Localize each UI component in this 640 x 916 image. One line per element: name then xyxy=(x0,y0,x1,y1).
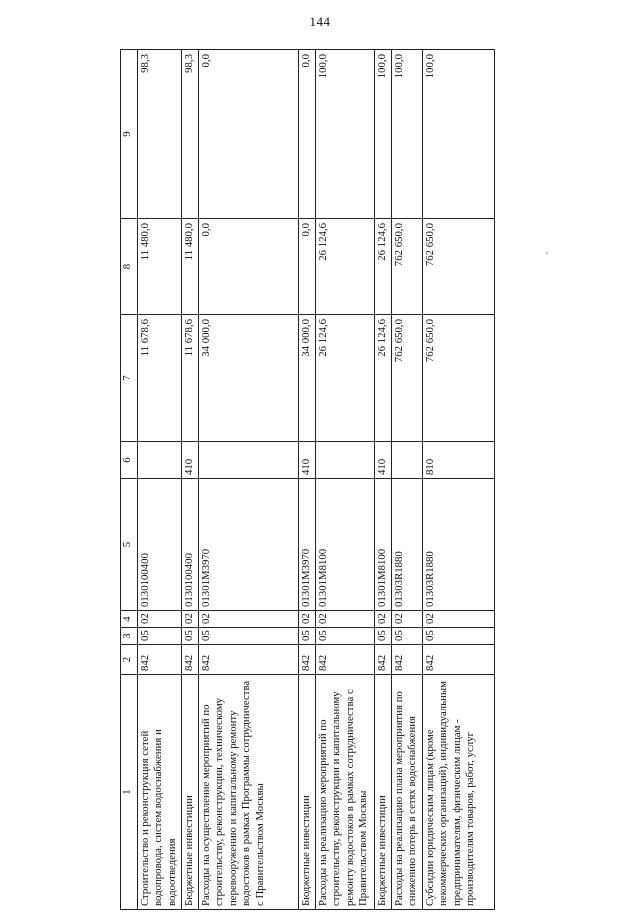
column-header: 3 xyxy=(121,628,138,645)
cell-section: 05 xyxy=(423,628,495,645)
cell-percent: 100,0 xyxy=(375,50,392,219)
cell-section: 05 xyxy=(199,628,299,645)
cell-ministry: 842 xyxy=(375,645,392,675)
cell-amount-planned: 11 678,6 xyxy=(182,315,199,442)
cell-amount-executed: 762 650,0 xyxy=(423,219,495,315)
table-row xyxy=(299,50,316,910)
column-header: 6 xyxy=(121,442,138,479)
table-row xyxy=(392,50,423,910)
cell-amount-executed: 26 124,6 xyxy=(316,219,375,315)
cell-target-article: 0130100400 xyxy=(182,479,199,611)
row-name: Субсидии юридическим лицам (кроме некоммерческих организаций), индивидуальным предпринимателям, физическим лицам - производителям товаров, работ, услуг xyxy=(423,675,495,910)
column-header: 7 xyxy=(121,315,138,442)
row-name: Строительство и реконструкция сетей водопровода, систем водоснабжения и водоотведения xyxy=(138,675,182,910)
cell-section: 05 xyxy=(138,628,182,645)
cell-target-article: 0130100400 xyxy=(138,479,182,611)
cell-percent: 0,0 xyxy=(299,50,316,219)
cell-section: 05 xyxy=(182,628,199,645)
cell-target-article: 01303R1880 xyxy=(392,479,423,611)
row-name: Бюджетные инвестиции xyxy=(182,675,199,910)
cell-expense-type xyxy=(392,442,423,479)
cell-amount-planned: 11 678,6 xyxy=(138,315,182,442)
cell-amount-executed: 0,0 xyxy=(299,219,316,315)
table-row xyxy=(423,50,495,910)
cell-percent: 100,0 xyxy=(423,50,495,219)
cell-ministry: 842 xyxy=(423,645,495,675)
cell-ministry: 842 xyxy=(182,645,199,675)
cell-target-article: 01301М8100 xyxy=(375,479,392,611)
cell-section: 05 xyxy=(375,628,392,645)
header-row xyxy=(121,50,138,910)
cell-subsection: 02 xyxy=(199,611,299,628)
cell-section: 05 xyxy=(392,628,423,645)
cell-subsection: 02 xyxy=(299,611,316,628)
budget-table-container xyxy=(120,50,510,910)
cell-target-article: 01301М3970 xyxy=(299,479,316,611)
cell-ministry: 842 xyxy=(199,645,299,675)
row-name: Расходы на осуществление мероприятий по строительству, реконструкции, техническому перевооружению и капитальному ремонту водостоков в рамках Программы сотрудничества с Правительством Москвы xyxy=(199,675,299,910)
column-header: 2 xyxy=(121,645,138,675)
cell-percent: 98,3 xyxy=(182,50,199,219)
cell-amount-executed: 11 480,0 xyxy=(182,219,199,315)
column-header: 1 xyxy=(121,675,138,910)
cell-expense-type: 410 xyxy=(299,442,316,479)
cell-ministry: 842 xyxy=(299,645,316,675)
cell-amount-planned: 762 650,0 xyxy=(423,315,495,442)
cell-amount-executed: 11 480,0 xyxy=(138,219,182,315)
cell-subsection: 02 xyxy=(423,611,495,628)
table-row xyxy=(138,50,182,910)
table-row xyxy=(375,50,392,910)
cell-percent: 100,0 xyxy=(316,50,375,219)
table-row xyxy=(199,50,299,910)
cell-ministry: 842 xyxy=(316,645,375,675)
cell-percent: 0,0 xyxy=(199,50,299,219)
cell-amount-planned: 26 124,6 xyxy=(316,315,375,442)
budget-table xyxy=(120,49,495,910)
column-header: 9 xyxy=(121,50,138,219)
column-header: 5 xyxy=(121,479,138,611)
row-name: Бюджетные инвестиции xyxy=(375,675,392,910)
cell-section: 05 xyxy=(299,628,316,645)
table-row xyxy=(316,50,375,910)
row-name: Расходы на реализацию мероприятий по строительству, реконструкции и капитальному ремонту водостоков в рамках сотрудничества с Правительством Москвы xyxy=(316,675,375,910)
cell-expense-type xyxy=(138,442,182,479)
cell-ministry: 842 xyxy=(138,645,182,675)
cell-amount-planned: 34 000,0 xyxy=(199,315,299,442)
cell-target-article: 01301М3970 xyxy=(199,479,299,611)
cell-ministry: 842 xyxy=(392,645,423,675)
cell-amount-planned: 34 000,0 xyxy=(299,315,316,442)
cell-expense-type: 410 xyxy=(182,442,199,479)
column-header: 8 xyxy=(121,219,138,315)
row-name: Расходы на реализацию плана мероприятия по снижению потерь в сетях водоснабжения xyxy=(392,675,423,910)
cell-expense-type: 810 xyxy=(423,442,495,479)
row-name: Бюджетные инвестиции xyxy=(299,675,316,910)
cell-subsection: 02 xyxy=(375,611,392,628)
scan-artifact: ʼ xyxy=(544,249,551,261)
cell-amount-planned: 26 124,6 xyxy=(375,315,392,442)
cell-target-article: 01303R1880 xyxy=(423,479,495,611)
cell-target-article: 01301М8100 xyxy=(316,479,375,611)
cell-percent: 100,0 xyxy=(392,50,423,219)
page-number: 144 xyxy=(309,14,331,29)
cell-amount-executed: 26 124,6 xyxy=(375,219,392,315)
cell-section: 05 xyxy=(316,628,375,645)
cell-amount-executed: 0,0 xyxy=(199,219,299,315)
cell-subsection: 02 xyxy=(392,611,423,628)
table-row xyxy=(182,50,199,910)
cell-percent: 98,3 xyxy=(138,50,182,219)
cell-expense-type xyxy=(199,442,299,479)
cell-subsection: 02 xyxy=(182,611,199,628)
cell-amount-planned: 762 650,0 xyxy=(392,315,423,442)
cell-expense-type xyxy=(316,442,375,479)
cell-expense-type: 410 xyxy=(375,442,392,479)
cell-amount-executed: 762 650,0 xyxy=(392,219,423,315)
cell-subsection: 02 xyxy=(138,611,182,628)
cell-subsection: 02 xyxy=(316,611,375,628)
column-header: 4 xyxy=(121,611,138,628)
